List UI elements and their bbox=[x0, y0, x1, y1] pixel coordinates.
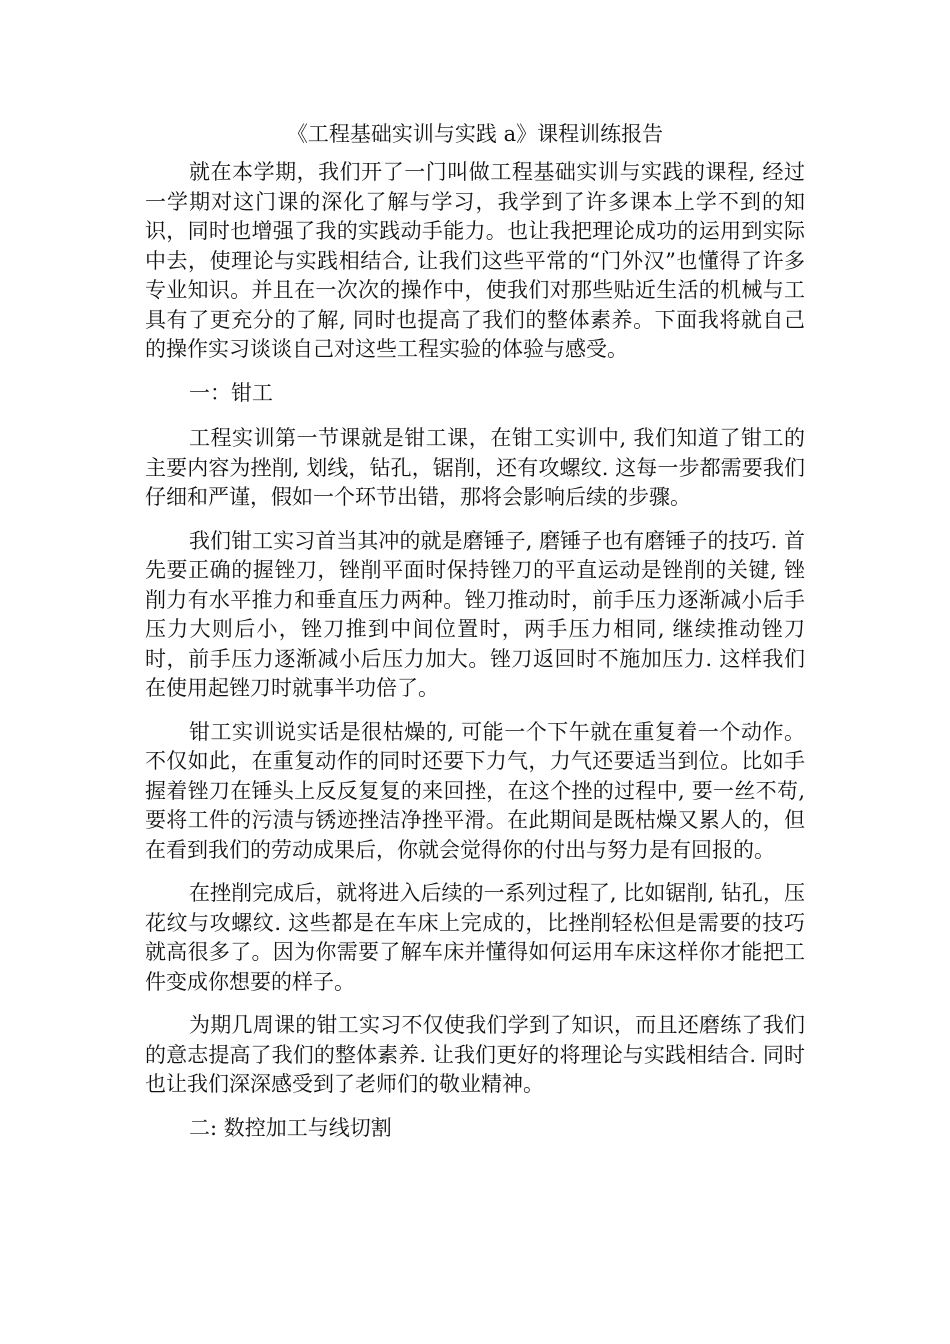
fitter-paragraph-2: 我们钳工实习首当其冲的就是磨锤子, 磨锤子也有磨锤子的技巧. 首先要正确的握锉刀，锉削平面时保持锉刀的平直运动是锉削的关键, 锉削力有水平推力和垂直压力两种。锉刀推动时，前手压力逐渐减小后手压力大则后小，锉刀推到中间位置时，两手压力相同, 继续推动锉刀时，前手压力逐渐减小后压力加大。锉刀返回时不施加压力. 这样我们在使用起锉刀时就事半功倍了。 bbox=[145, 528, 805, 700]
document-page bbox=[145, 118, 805, 1159]
fitter-paragraph-4: 在挫削完成后，就将进入后续的一系列过程了, 比如锯削, 钻孔，压花纹与攻螺纹. 这些都是在车床上完成的，比挫削轻松但是需要的技巧就高很多了。因为你需要了解车床并懂得如何运用车床这样你才能把工件变成你想要的样子。 bbox=[145, 881, 805, 994]
intro-paragraph: 就在本学期，我们开了一门叫做工程基础实训与实践的课程, 经过一学期对这门课的深化了解与学习，我学到了许多课本上学不到的知识，同时也增强了我的实践动手能力。也让我把理论成功的运用到实际中去，使理论与实践相结合, 让我们这些平常的“门外汉”也懂得了许多专业知识。并且在一次次的操作中，使我们对那些贴近生活的机械与工具有了更充分的了解, 同时也提高了我们的整体素养。下面我将就自己的操作实习谈谈自己对这些工程实验的体验与感受。 bbox=[145, 160, 805, 361]
fitter-paragraph-1: 工程实训第一节课就是钳工课，在钳工实训中, 我们知道了钳工的主要内容为挫削, 划线，钻孔，锯削，还有攻螺纹. 这每一步都需要我们仔细和严谨，假如一个环节出错，那将会影响后续的步骤。 bbox=[145, 426, 805, 509]
section-heading-cnc: 二: 数控加工与线切割 bbox=[189, 1115, 392, 1140]
document-title: 《工程基础实训与实践 a》课程训练报告 bbox=[286, 122, 664, 146]
fitter-paragraph-5: 为期几周课的钳工实习不仅使我们学到了知识，而且还磨练了我们的意志提高了我们的整体素养. 让我们更好的将理论与实践相结合. 同时也让我们深深感受到了老师们的敬业精神。 bbox=[145, 1013, 805, 1096]
section-heading-fitter: 一：钳工 bbox=[189, 380, 273, 405]
fitter-paragraph-3: 钳工实训说实话是很枯燥的, 可能一个下午就在重复着一个动作。不仅如此，在重复动作的同时还要下力气，力气还要适当到位。比如手握着锉刀在锤头上反反复复的来回挫，在这个挫的过程中, 要一丝不苟, 要将工件的污渍与锈迹挫洁净挫平滑。在此期间是既枯燥又累人的，但在看到我们的劳动成果后，你就会觉得你的付出与努力是有回报的。 bbox=[145, 719, 805, 862]
